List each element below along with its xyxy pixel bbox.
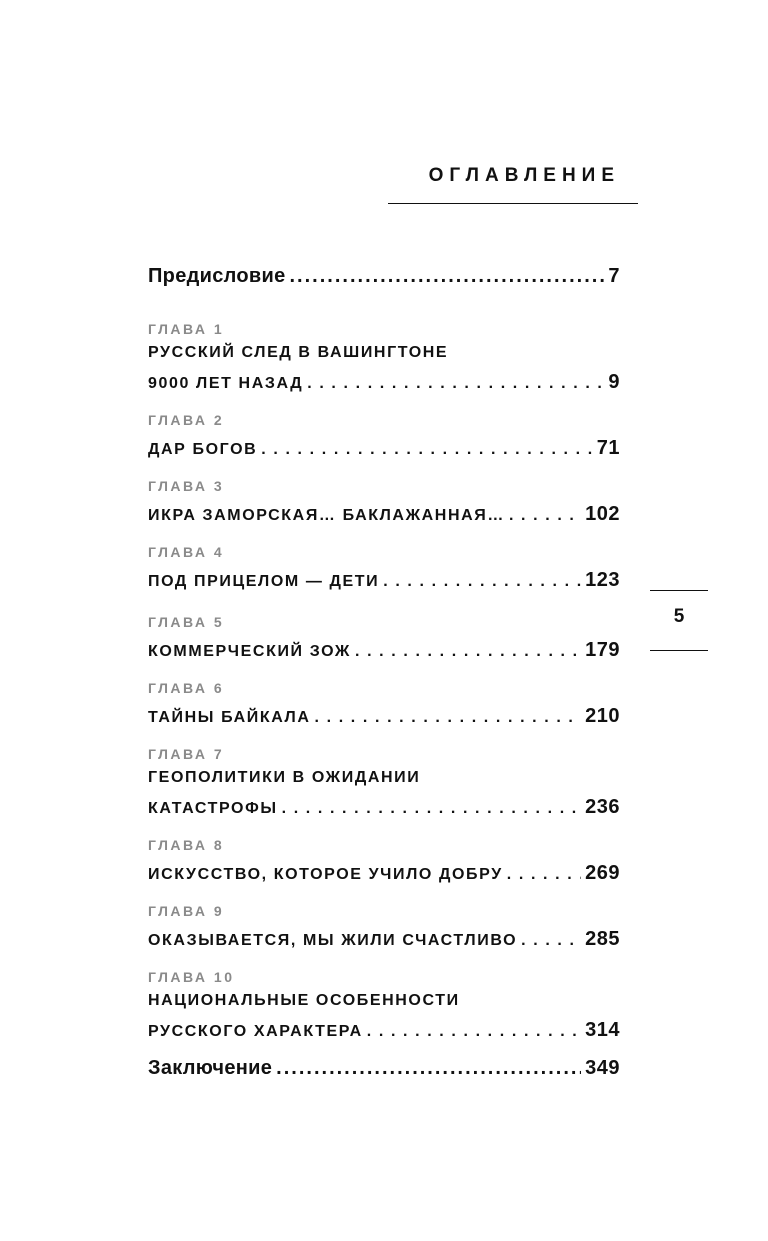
toc-entry-chapter-8[interactable] bbox=[148, 862, 620, 885]
chapter-label: ГЛАВА 3 bbox=[148, 478, 225, 494]
page-number: 210 bbox=[585, 705, 620, 727]
dot-leader bbox=[290, 265, 605, 288]
entry-title: 9000 ЛЕТ НАЗАД bbox=[148, 375, 304, 392]
chapter-label: ГЛАВА 2 bbox=[148, 412, 225, 428]
chapter-label: ГЛАВА 6 bbox=[148, 680, 225, 696]
entry-title-line: РУССКИЙ СЛЕД В ВАШИНГТОНЕ bbox=[148, 344, 449, 361]
entry-title: ИКРА ЗАМОРСКАЯ… БАКЛАЖАННАЯ… bbox=[148, 507, 505, 524]
toc-entry-conclusion[interactable] bbox=[148, 1057, 620, 1080]
dot-leader bbox=[383, 573, 581, 591]
chapter-label: ГЛАВА 10 bbox=[148, 969, 235, 985]
toc-entry-chapter-3[interactable] bbox=[148, 503, 620, 526]
page-number: 71 bbox=[596, 437, 620, 459]
chapter-label: ГЛАВА 5 bbox=[148, 614, 225, 630]
entry-title: ОКАЗЫВАЕТСЯ, МЫ ЖИЛИ СЧАСТЛИВО bbox=[148, 932, 518, 949]
dot-leader bbox=[507, 866, 581, 884]
dot-leader bbox=[276, 1057, 581, 1080]
dot-leader bbox=[315, 709, 582, 727]
entry-title: РУССКОГО ХАРАКТЕРА bbox=[148, 1023, 363, 1040]
toc-entry-preface[interactable] bbox=[148, 265, 620, 288]
entry-title-line: ГЕОПОЛИТИКИ В ОЖИДАНИИ bbox=[148, 769, 421, 786]
folio-rule-bottom bbox=[650, 650, 708, 651]
page-number: 123 bbox=[585, 569, 620, 591]
entry-title: ПОД ПРИЦЕЛОМ — ДЕТИ bbox=[148, 573, 380, 590]
dot-leader bbox=[355, 643, 581, 661]
entry-title: ДАР БОГОВ bbox=[148, 441, 258, 458]
chapter-label: ГЛАВА 1 bbox=[148, 321, 225, 337]
toc-entry-chapter-1[interactable] bbox=[148, 371, 620, 394]
toc-entry-chapter-4[interactable] bbox=[148, 569, 620, 592]
chapter-label: ГЛАВА 4 bbox=[148, 544, 225, 560]
dot-leader bbox=[261, 441, 592, 459]
entry-title: ИСКУССТВО, КОТОРОЕ УЧИЛО ДОБРУ bbox=[148, 866, 503, 883]
page-number: 314 bbox=[585, 1019, 620, 1041]
toc-entry-chapter-9[interactable] bbox=[148, 928, 620, 951]
entry-title: КАТАСТРОФЫ bbox=[148, 800, 278, 817]
entry-title: КОММЕРЧЕСКИЙ ЗОЖ bbox=[148, 643, 351, 660]
dot-leader bbox=[521, 932, 581, 950]
dot-leader bbox=[509, 507, 581, 525]
toc-entry-chapter-5[interactable] bbox=[148, 639, 620, 662]
chapter-label: ГЛАВА 7 bbox=[148, 746, 225, 762]
page-number: 179 bbox=[585, 639, 620, 661]
page-number: 349 bbox=[585, 1057, 620, 1079]
chapter-label: ГЛАВА 9 bbox=[148, 903, 225, 919]
page-number: 9 bbox=[608, 371, 620, 393]
page-number: 236 bbox=[585, 796, 620, 818]
page-number: 7 bbox=[608, 265, 620, 287]
page-title: ОГЛАВЛЕНИЕ bbox=[428, 165, 620, 186]
toc-entry-chapter-7[interactable] bbox=[148, 796, 620, 819]
toc-entry-chapter-2[interactable] bbox=[148, 437, 620, 460]
dot-leader bbox=[367, 1023, 581, 1041]
page-number: 269 bbox=[585, 862, 620, 884]
folio-page-number: 5 bbox=[673, 606, 685, 627]
entry-title-line: НАЦИОНАЛЬНЫЕ ОСОБЕННОСТИ bbox=[148, 992, 460, 1009]
toc-entry-chapter-6[interactable] bbox=[148, 705, 620, 728]
dot-leader bbox=[307, 375, 604, 393]
dot-leader bbox=[282, 800, 582, 818]
folio-rule-top bbox=[650, 590, 708, 591]
chapter-label: ГЛАВА 8 bbox=[148, 837, 225, 853]
page-number: 285 bbox=[585, 928, 620, 950]
toc-entry-chapter-10[interactable] bbox=[148, 1019, 620, 1042]
entry-title: Предисловие bbox=[148, 265, 286, 287]
page-number: 102 bbox=[585, 503, 620, 525]
entry-title: ТАЙНЫ БАЙКАЛА bbox=[148, 709, 311, 726]
entry-title: Заключение bbox=[148, 1057, 273, 1079]
title-underline bbox=[388, 203, 638, 204]
